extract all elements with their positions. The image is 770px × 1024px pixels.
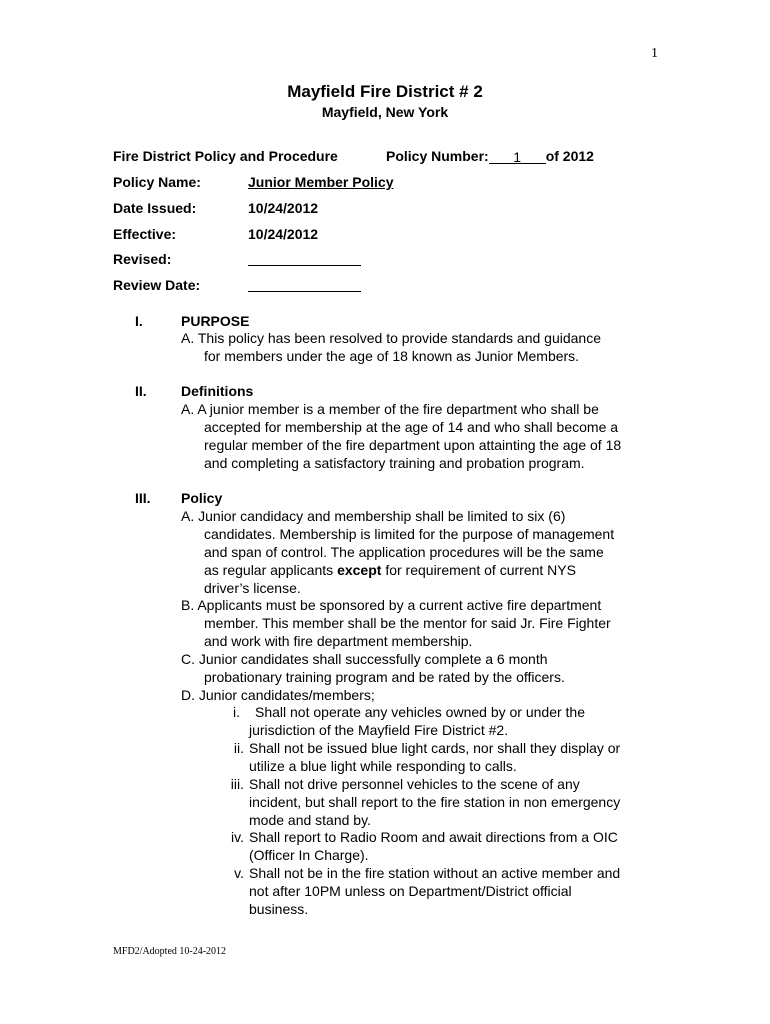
document-title: Mayfield Fire District # 2	[287, 82, 483, 101]
policy-number-label: Policy Number:	[386, 148, 489, 164]
policy-header-row	[113, 148, 338, 164]
section-1-item-a: A. This policy has been resolved to provide standards and guidance	[181, 330, 602, 346]
subitem-iii-cont: incident, but shall report to the fire station in non emergency	[249, 794, 621, 810]
item-a-text: for requirement of current NYS	[381, 562, 576, 578]
policy-number-suffix: of 2012	[545, 148, 594, 164]
policy-name-label: Policy Name:	[113, 174, 201, 190]
section-3-item-a-cont: driver’s license.	[204, 580, 301, 596]
policy-name-value: Junior Member Policy	[248, 174, 394, 190]
subitem-v-cont: business.	[249, 901, 309, 917]
revised-row	[113, 251, 171, 267]
section-3-item-a: A. Junior candidacy and membership shall be limited to six (6)	[181, 508, 566, 524]
review-date-row	[113, 277, 200, 293]
section-3-item-c-cont: probationary training program and be rated by the officers.	[204, 669, 565, 685]
subitem-v: Shall not be in the fire station without an active member and	[249, 865, 621, 881]
section-3-title: Policy	[181, 490, 223, 506]
subitem-i-number: i.	[233, 704, 240, 720]
item-a-text: as regular applicants	[204, 562, 338, 578]
section-3-item-d: D. Junior candidates/members;	[181, 687, 375, 703]
section-3-item-b: B. Applicants must be sponsored by a current active fire department	[181, 597, 602, 613]
section-2-item-a-cont: accepted for membership at the age of 14 and who shall become a	[204, 419, 619, 435]
subitem-iv-number: iv.	[231, 829, 244, 845]
subitem-iv: Shall report to Radio Room and await directions from a OIC	[249, 829, 618, 845]
subitem-v-cont: not after 10PM unless on Department/District official	[249, 883, 572, 899]
subitem-ii: Shall not be issued blue light cards, nor shall they display or	[249, 740, 621, 756]
section-2-number: II.	[135, 383, 147, 399]
document-subtitle: Mayfield, New York	[321, 104, 449, 120]
effective-value: 10/24/2012	[248, 226, 319, 242]
subitem-ii-number: ii.	[233, 740, 244, 756]
section-3-item-c: C. Junior candidates shall successfully complete a 6 month	[181, 651, 548, 667]
footer-note: MFD2/Adopted 10-24-2012	[113, 946, 227, 957]
date-issued-label: Date Issued:	[113, 200, 197, 216]
section-1-item-a-cont: for members under the age of 18 known as Junior Members.	[204, 348, 580, 364]
section-3-item-a-cont: candidates. Membership is limited for the purpose of management	[204, 526, 615, 542]
section-3-item-a-cont	[204, 562, 576, 579]
subitem-i-cont: jurisdiction of the Mayfield Fire District #2.	[249, 722, 509, 738]
section-3-item-b-cont: member. This member shall be the mentor for said Jr. Fire Fighter	[204, 615, 611, 631]
policy-type-label: Fire District Policy and Procedure	[113, 148, 338, 164]
effective-label: Effective:	[113, 226, 177, 242]
section-2-item-a: A. A junior member is a member of the fire department who shall be	[181, 401, 599, 417]
subitem-v-number: v.	[234, 865, 244, 881]
section-3-item-a-cont: and span of control. The application procedures will be the same	[204, 544, 604, 560]
policy-name-row	[113, 174, 394, 190]
subitem-ii-cont: utilize a blue light while responding to calls.	[249, 758, 517, 774]
page-number: 1	[651, 46, 658, 61]
subitem-iii: Shall not drive personnel vehicles to the scene of any	[249, 776, 580, 792]
policy-number-value: 1	[489, 149, 546, 164]
section-2-item-a-cont: regular member of the fire department upon attainting the age of 18	[204, 437, 622, 453]
subitem-iv-cont: (Officer In Charge).	[249, 847, 369, 863]
revised-blank	[248, 251, 361, 266]
date-issued-value: 10/24/2012	[248, 200, 319, 216]
subitem-i: Shall not operate any vehicles owned by or under the	[255, 704, 585, 720]
review-date-blank	[248, 277, 361, 292]
item-a-emphasis: except	[337, 562, 382, 578]
revised-label: Revised:	[113, 251, 172, 267]
review-date-label: Review Date:	[113, 277, 201, 293]
section-3-item-b-cont: and work with fire department membership.	[204, 633, 473, 649]
subitem-iii-cont: mode and stand by.	[249, 812, 371, 828]
policy-number-block	[386, 148, 594, 164]
section-1-title: PURPOSE	[181, 313, 250, 329]
section-2-item-a-cont: and completing a satisfactory training and probation program.	[204, 455, 585, 471]
effective-row	[113, 226, 319, 242]
date-issued-row	[113, 200, 319, 216]
section-2-title: Definitions	[181, 383, 254, 399]
section-1-number: I.	[135, 313, 143, 329]
section-3-number: III.	[135, 490, 151, 506]
subitem-iii-number: iii.	[230, 776, 244, 792]
